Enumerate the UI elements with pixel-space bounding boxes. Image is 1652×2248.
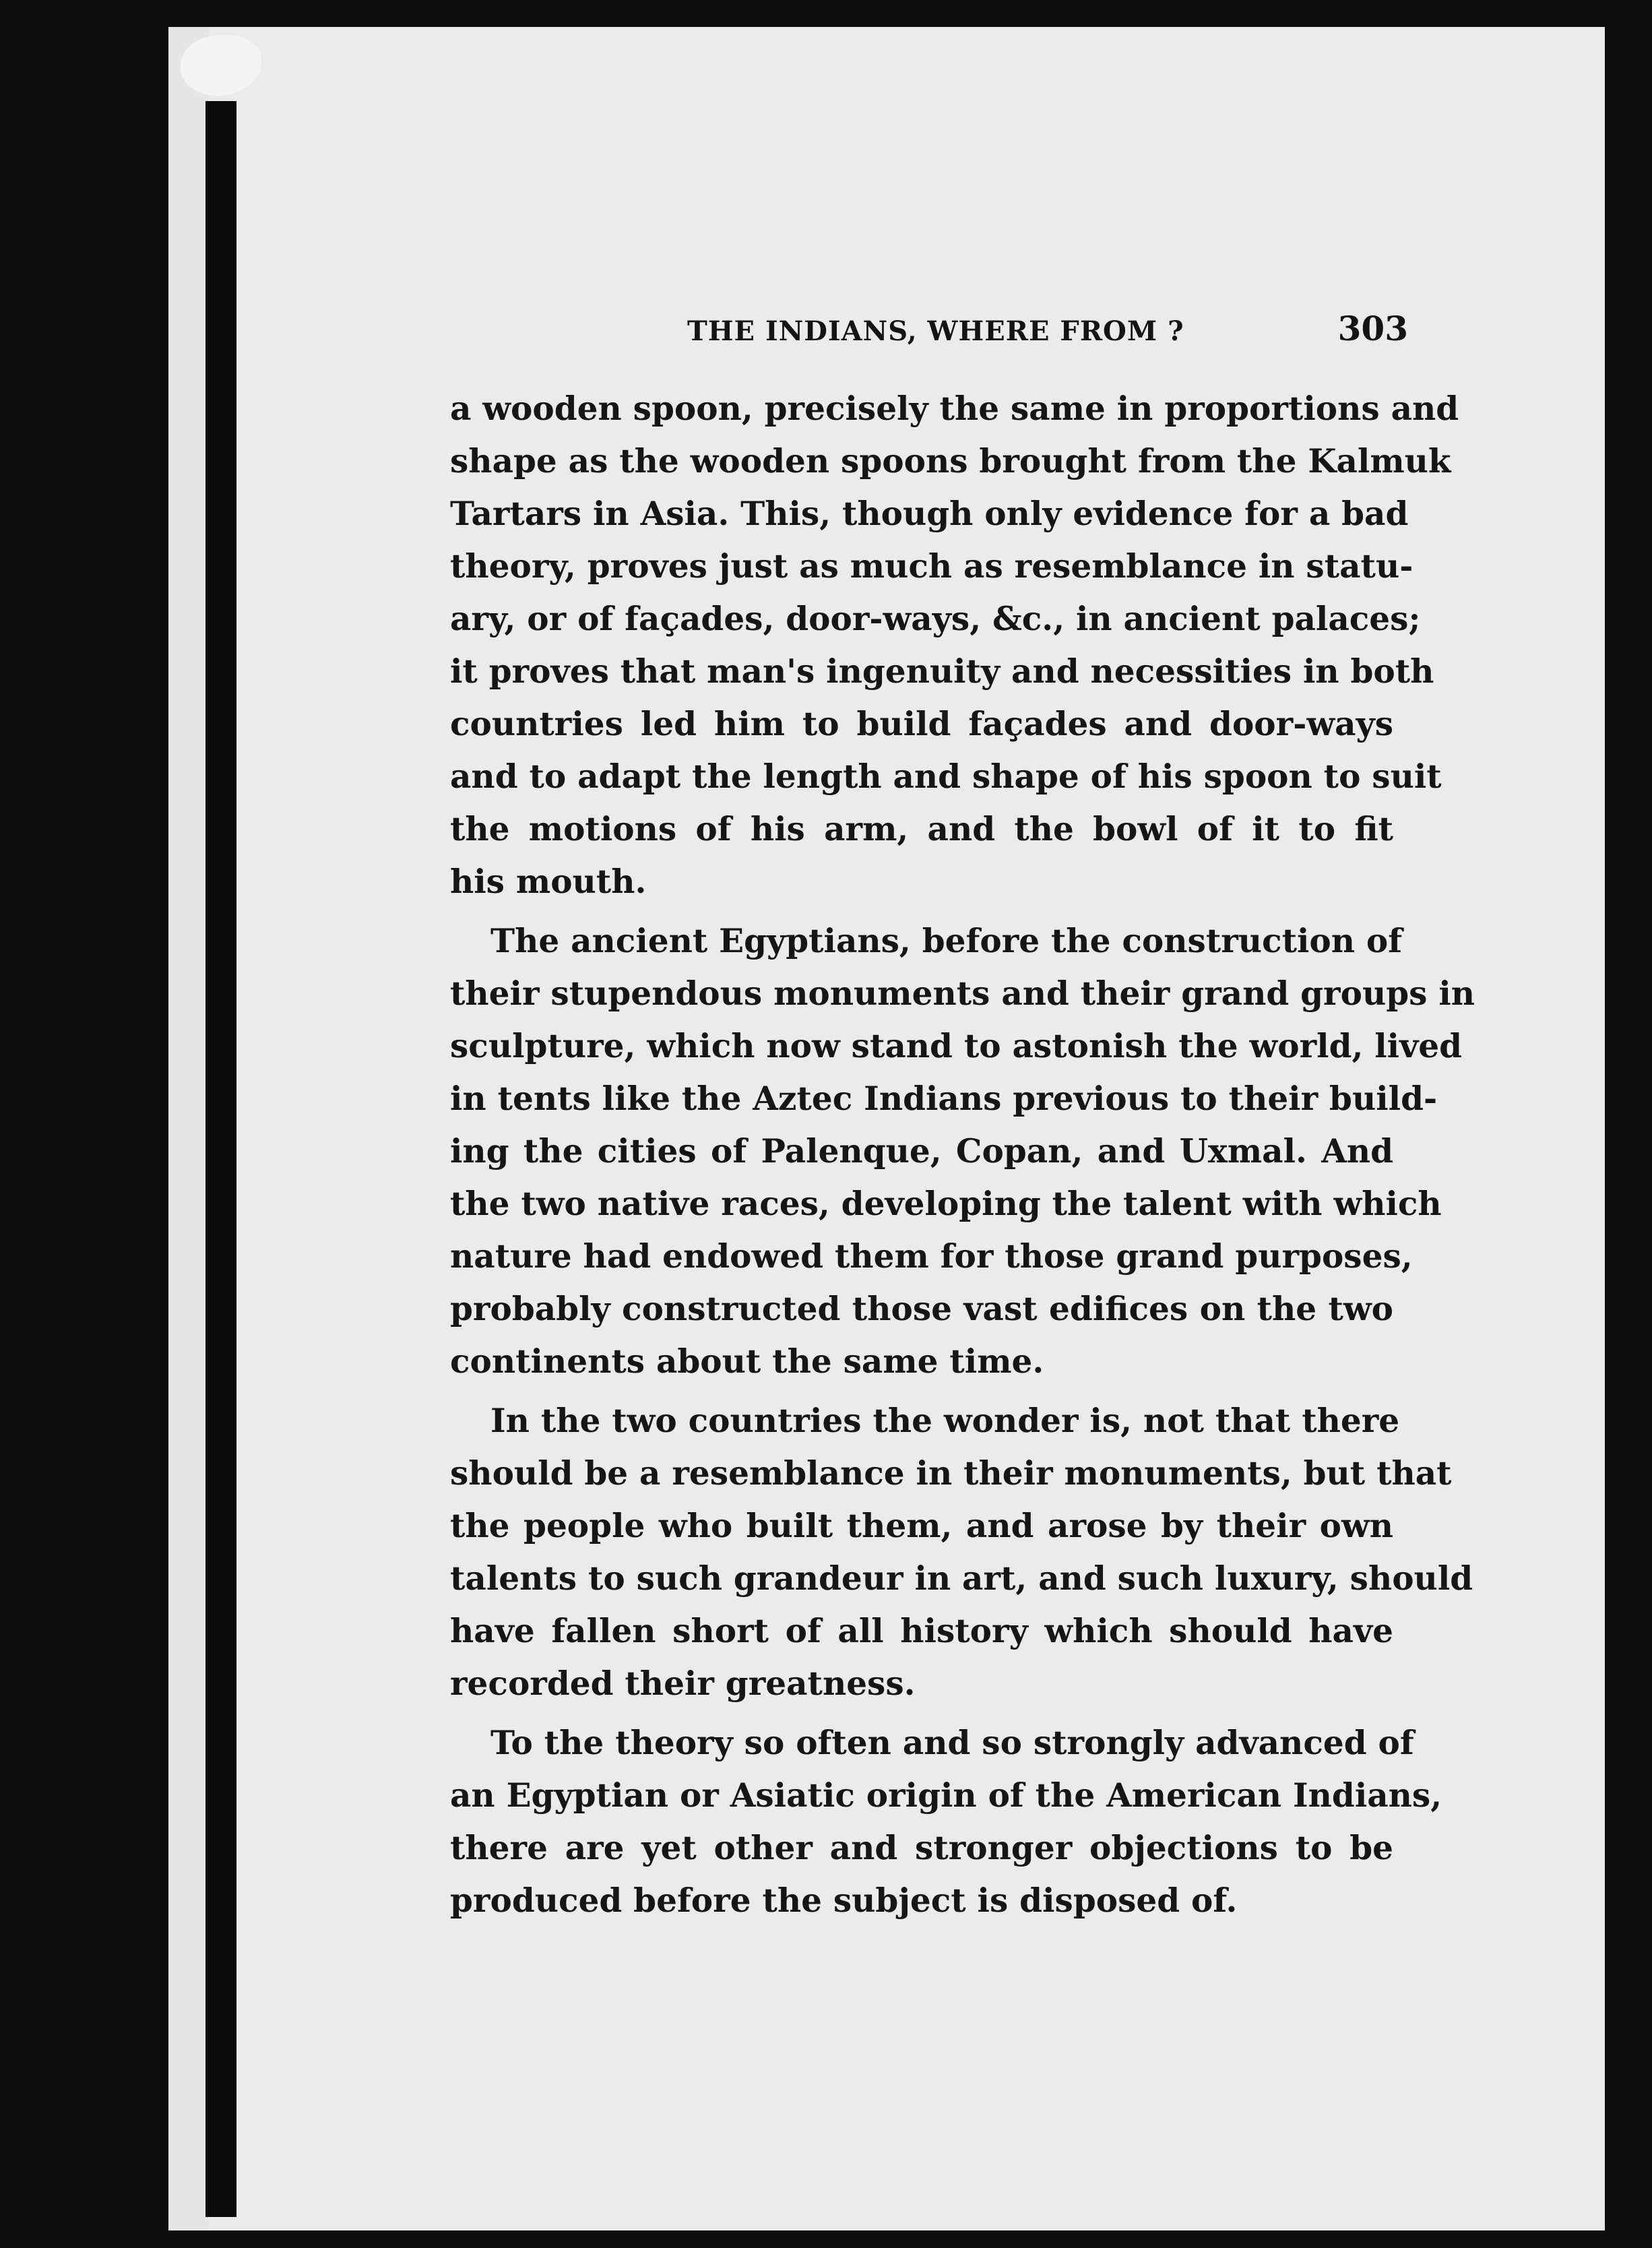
page-number: 303 [1337, 309, 1408, 348]
text-line: The ancient Egyptians, before the construction of [490, 922, 1403, 960]
text-line: sculpture, which now stand to astonish the world, lived [450, 1027, 1463, 1065]
text-line: a wooden spoon, precisely the same in proportions and [450, 389, 1459, 428]
text-line: countries led him to build façades and door-ways [450, 705, 1393, 743]
text-line: nature had endowed them for those grand purposes, [450, 1237, 1413, 1276]
paragraph [450, 383, 1459, 908]
text-line: an Egyptian or Asiatic origin of the American Indians, [450, 1776, 1442, 1815]
text-line: in tents like the Aztec Indians previous to their build- [450, 1080, 1438, 1118]
text-line: theory, proves just as much as resemblance in statu- [450, 547, 1413, 586]
text-line: the people who built them, and arose by their own [450, 1507, 1393, 1545]
text-line: recorded their greatness. [450, 1664, 916, 1703]
paragraph [450, 1717, 1442, 1927]
text-line: his mouth. [450, 863, 647, 901]
text-line: and to adapt the length and shape of his spoon to suit [450, 757, 1442, 796]
body-text [450, 383, 1475, 1927]
page-gutter [168, 27, 209, 2230]
text-line: Tartars in Asia. This, though only evidence for a bad [450, 495, 1409, 533]
paragraph [450, 1395, 1473, 1710]
text-line: the two native races, developing the talent with which [450, 1185, 1442, 1223]
text-line: produced before the subject is disposed of. [450, 1881, 1238, 1920]
text-line: their stupendous monuments and their grand groups in [450, 974, 1475, 1013]
text-line: To the theory so often and so strongly advanced of [490, 1724, 1414, 1762]
text-line: should be a resemblance in their monuments, but that [450, 1454, 1452, 1493]
text-line: there are yet other and stronger objections to be [450, 1829, 1393, 1867]
text-line: continents about the same time. [450, 1342, 1044, 1381]
text-line: ary, or of façades, door-ways, &c., in ancient palaces; [450, 600, 1421, 638]
binding-shadow [205, 101, 236, 2217]
text-line: have fallen short of all history which should have [450, 1612, 1393, 1650]
paragraph [450, 915, 1475, 1388]
scan-edge-shadow [1605, 0, 1652, 2248]
text-line: probably constructed those vast edifices on the two [450, 1290, 1393, 1328]
text-line: the motions of his arm, and the bowl of it to fit [450, 810, 1393, 848]
text-line: talents to such grandeur in art, and such luxury, should [450, 1559, 1473, 1598]
page-header [687, 309, 1408, 363]
text-line: it proves that man's ingenuity and necessities in both [450, 652, 1434, 691]
text-line: shape as the wooden spoons brought from the Kalmuk [450, 442, 1451, 480]
text-line: ing the cities of Palenque, Copan, and Uxmal. And [450, 1132, 1393, 1170]
running-head: THE INDIANS, WHERE FROM ? [687, 315, 1184, 347]
text-line: In the two countries the wonder is, not that there [490, 1402, 1400, 1440]
